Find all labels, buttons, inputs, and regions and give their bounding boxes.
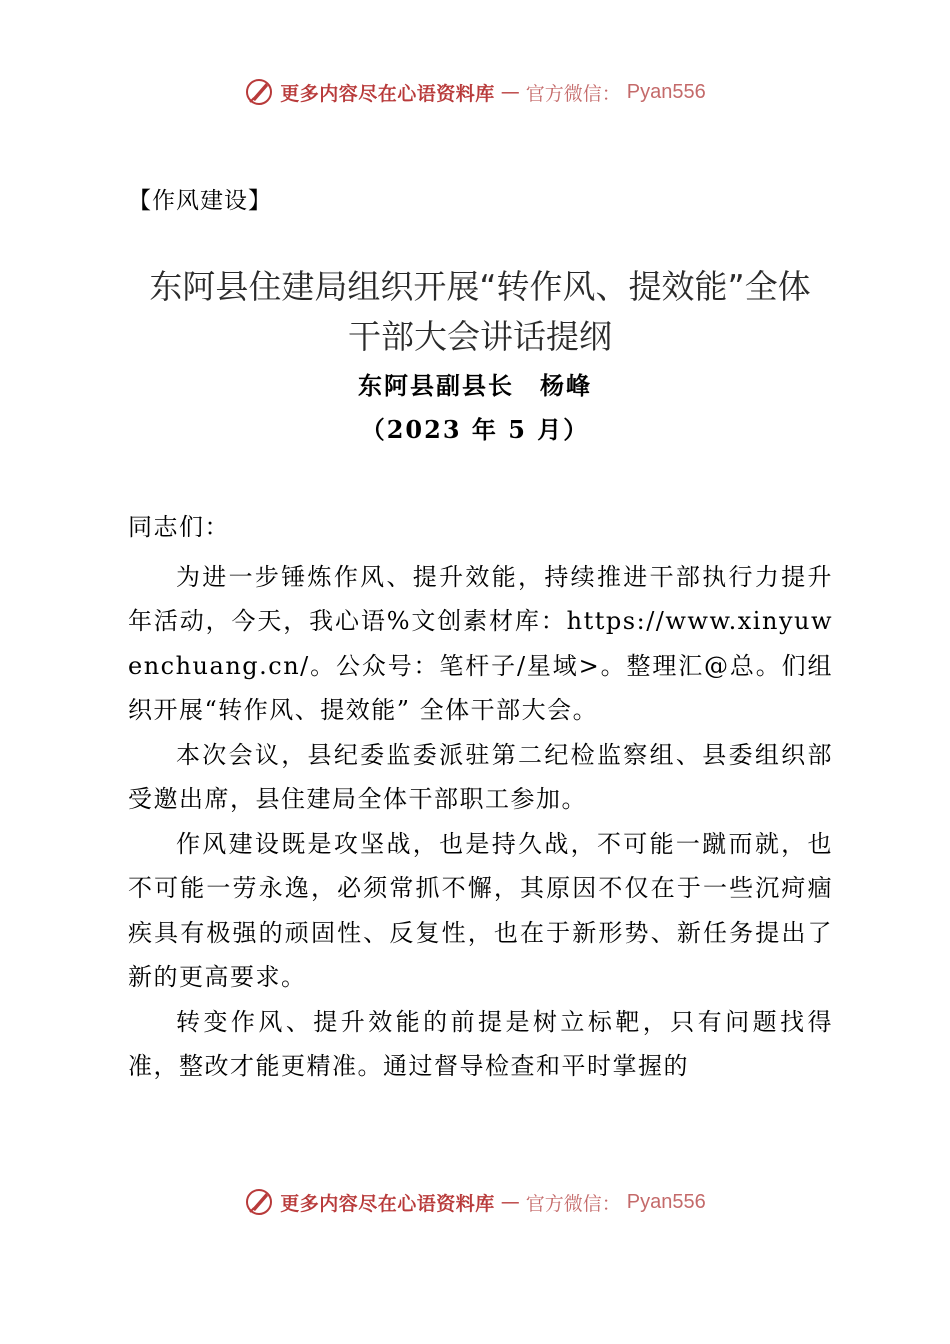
footer-watermark	[0, 1182, 950, 1222]
author-line: 东阿县副县长 杨峰	[358, 371, 592, 400]
wechat-label: 官方微信：	[525, 82, 621, 105]
paragraph: 为进一步锤炼作风、提升效能，持续推进干部执行力提升年活动，今天，我心语%文创素材库：https://www.xinyuwenchuang.cn/。公众号：笔杆子/星域>。整理汇@总。们组织开展“转作风、提效能” 全体干部大会。	[128, 562, 833, 724]
watermark-text: 更多内容尽在心语资料库	[280, 1192, 495, 1215]
wechat-id: Pyan556	[626, 80, 706, 103]
quill-logo-icon	[244, 1187, 274, 1217]
title-line-1: 东阿县住建局组织开展“转作风、提效能”全体	[149, 267, 811, 306]
watermark-separator: —	[500, 81, 520, 103]
header-watermark	[0, 72, 950, 112]
category-tag: 【作风建设】	[128, 188, 272, 214]
quill-logo-icon	[244, 77, 274, 107]
watermark-separator: —	[500, 1191, 520, 1213]
paragraph: 作风建设既是攻坚战，也是持久战，不可能一蹴而就，也不可能一劳永逸，必须常抓不懈，其原因不仅在于一些沉疴痼疾具有极强的顽固性、反复性，也在于新形势、新任务提出了新的更高要求。	[128, 829, 833, 991]
paragraph: 转变作风、提升效能的前提是树立标靶，只有问题找得准，整改才能更精准。通过督导检查和平时掌握的	[128, 1007, 833, 1080]
wechat-label: 官方微信：	[525, 1192, 621, 1215]
paragraph: 本次会议，县纪委监委派驻第二纪检监察组、县委组织部受邀出席，县住建局全体干部职工参加。	[128, 740, 833, 813]
salutation: 同志们：	[128, 513, 230, 541]
document-title	[120, 262, 840, 362]
document-body	[128, 505, 833, 1089]
title-line-2: 干部大会讲话提纲	[348, 317, 612, 356]
date-line: （2023 年 5 月）	[360, 415, 590, 444]
watermark-text: 更多内容尽在心语资料库	[280, 82, 495, 105]
wechat-id: Pyan556	[626, 1190, 706, 1213]
